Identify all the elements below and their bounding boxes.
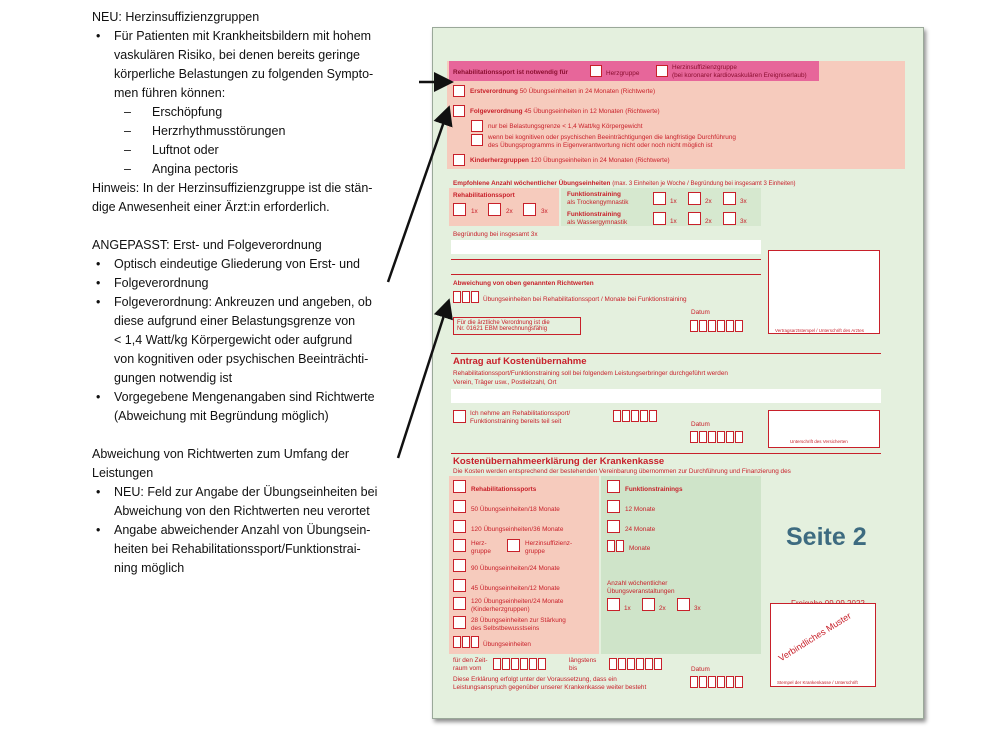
datum-label-1: Datum [691,309,710,316]
arrow-abweichung [398,303,448,458]
reha-1x-label: 1x [471,208,478,215]
hint-line: dige Anwesenheit einer Ärzt:in erforderlich. [92,200,330,214]
kosten-text: Die Kosten werden entsprechend der bestehenden Vereinbarung übernommen zur Durchführung und Finanzierung des [453,468,791,475]
trocken-2x-label: 2x [705,198,712,205]
text-line: als Trockengymnastik [567,198,629,206]
text-line: Kinderherzgruppen [470,157,529,164]
text-line: (bei koronarer kardiovaskulären Ereigniserlaub) [672,71,807,79]
text-line: (Abweichung mit Begründung möglich) [114,409,329,423]
hint-line: Hinweis: In der Herzinsuffizienzgruppe ist die stän- [92,181,373,195]
text-line: 120 Übungseinheiten in 24 Monaten (Richtwerte) [530,157,670,164]
bullet-gliederung: • Optisch eindeutige Gliederung von Erst- und [92,255,412,274]
wasser-3x-label: 3x [740,218,747,225]
text-line: Leistungsanspruch gegenüber unserer Krankenkasse weiter besteht [453,683,647,691]
text-line: Funktionstraining [567,211,621,218]
text-line: Herzinsuffizienzgruppe [672,64,737,71]
datum-label-2: Datum [691,421,710,428]
text-line: men führen können: [114,86,226,100]
heading-herzinsuffizienz: NEU: Herzinsuffizienzgruppen [92,10,260,24]
symptom-item: – Erschöpfung [92,103,412,122]
reha-2x-label: 2x [506,208,513,215]
datum-label-3: Datum [691,666,710,673]
f2-label: 24 Monate [625,526,656,533]
text-line: längstens [569,657,597,664]
top-bar-label: Rehabilitationssport ist notwendig für [453,69,569,76]
text-line: Empfohlene Anzahl wöchentlicher Übungseinheiten [453,180,611,187]
antrag-heading: Antrag auf Kostenübernahme [453,356,587,367]
anzahl-2x-label: 2x [659,605,666,612]
text-line: Nr. 01621 EBM berechnungsfähig [457,326,548,332]
text-line: • Vorgegebene Mengenangaben sind Richtwerte [114,390,375,404]
text-line: • Für Patienten mit Krankheitsbildern mit hohem [114,29,372,43]
text-line: für den Zeit- [453,657,488,664]
text-line: heiten bei Rehabilitationssport/Funktionstrai- [114,542,361,556]
anzahl-3x-label: 3x [694,605,701,612]
anzahl-1x-label: 1x [624,605,631,612]
text-line: Für die ärztliche Verordnung ist die [457,320,550,326]
text-line: (max. 3 Einheiten je Woche / Begründung bei insgesamt 3 Einheiten) [612,181,796,187]
symptom-item: – Herzrhythmusstörungen [92,122,412,141]
text-line: Diese Erklärung erfolgt unter der Voraussetzung, dass ein [453,676,617,683]
text-line: Erstverordnung [470,88,518,95]
versicherter-unterschrift-label: Unterschrift des Versicherten [790,439,848,444]
heading-abweichung-2: Leistungen [92,466,154,480]
r8-label: Übungseinheiten [483,641,531,648]
text-line: als Wassergymnastik [567,218,628,226]
bullet-folgeverordnung: • Folgeverordnung [92,274,412,293]
text-line: ning möglich [114,561,185,575]
text-line: Abweichung von den Richtwerten neu verortet [114,504,370,518]
verbindliches-muster-watermark: Verbindliches Muster [776,610,853,664]
text-line: 45 Übungseinheiten in 12 Monaten (Richtwerte) [524,108,660,115]
text-line: vaskulären Risiko, bei denen bereits geringe [114,48,360,62]
text-line: Anzahl wöchentlicher [607,580,668,587]
heading-verordnung: ANGEPASST: Erst- und Folgeverordnung [92,238,322,252]
reha-3x-label: 3x [541,208,548,215]
symptom-item: – Angina pectoris [92,160,412,179]
r4-label: 90 Übungseinheiten/24 Monate [471,565,560,572]
text-line: Folgeverordnung [470,108,523,115]
text-line: < 1,4 Watt/kg Körpergewicht oder aufgrund [114,333,353,347]
arrow-verordnung [388,110,448,282]
text-line: gruppe [525,547,545,555]
r1-label: 50 Übungseinheiten/18 Monate [471,506,560,513]
text-line: wenn bei kognitiven oder psychischen Beeinträchtigungen die langfristige Durchführung [488,134,736,141]
arzt-stempel-label: Vertragsarztstempel / Unterschrift des Arztes [775,328,865,333]
trocken-3x-label: 3x [740,198,747,205]
antrag-text: Rehabilitationssport/Funktionstraining soll bei folgendem Leistungserbringer durchgeführt werden [453,370,728,377]
reha-label: Rehabilitationssport [453,192,515,199]
r5-label: 45 Übungseinheiten/12 Monate [471,585,560,592]
text-line: von kognitiven oder psychischen Beeinträchti- [114,352,369,366]
krankenkasse-stempel-label: Stempel der Krankenkasse / Unterschrift [777,680,858,685]
text-line: gungen notwendig ist [114,371,233,385]
text-line: diese aufgrund einer Belastungsgrenze von [114,314,356,328]
text-line: • NEU: Feld zur Angabe der Übungseinheiten bei [114,485,378,499]
text-line: des Selbstbewusstseins [471,624,540,632]
text-line: • Angabe abweichender Anzahl von Übungsein- [114,523,371,537]
symptom-item: – Luftnot oder [92,141,412,160]
trocken-1x-label: 1x [670,198,677,205]
text-line: • Folgeverordnung: Ankreuzen und angeben, ob [114,295,372,309]
verein-label: Verein, Träger usw., Postleitzahl, Ort [453,379,557,386]
abweichung-heading: Abweichung von oben genannten Richtwerten [453,280,594,287]
kosten-heading: Kostenübernahmeerklärung der Krankenkasse [453,456,665,467]
text-line: 28 Übungseinheiten zur Stärkung [471,617,566,624]
funktrainings-label: Funktionstrainings [625,486,683,493]
r2-label: 120 Übungseinheiten/36 Monate [471,526,564,533]
text-line: Funktionstraining [567,191,621,198]
text-line: bis [569,664,578,672]
abweichung-label: Übungseinheiten bei Rehabilitationssport / Monate bei Funktionstraining [483,296,687,303]
f1-label: 12 Monate [625,506,656,513]
text-line: gruppe [471,547,491,555]
heading-abweichung-1: Abweichung von Richtwerten zum Umfang der [92,447,350,461]
text-line: körperliche Belastungen zu folgenden Sympto- [114,67,374,81]
begruendung-label: Begründung bei insgesamt 3x [453,231,538,238]
text-line: Funktionstraining bereits teil seit [470,417,562,425]
text-line: (Kinderherzgruppen) [471,605,530,613]
text-line: raum vom [453,664,482,672]
herzgruppe-label: Herzgruppe [606,70,640,77]
text-line: 50 Übungseinheiten in 24 Monaten (Richtwerte) [519,88,656,95]
f3-label: Monate [629,545,651,552]
text-line: des Übungsprogramms in Eigenverantwortung nicht oder noch nicht möglich ist [488,141,713,149]
rehasports-label: Rehabilitationssports [471,486,537,493]
page-label: Seite 2 [786,523,867,551]
text-line: Ich nehme am Rehabilitationssport/ [470,410,571,417]
wasser-2x-label: 2x [705,218,712,225]
wasser-1x-label: 1x [670,218,677,225]
text-line: 120 Übungseinheiten/24 Monate [471,598,564,605]
text-line: Übungsveranstaltungen [607,587,675,595]
belastungsgrenze-label: nur bei Belastungsgrenze < 1,4 Watt/kg Körpergewicht [488,123,643,130]
text-line: Herzinsuffizienz- [525,540,573,547]
text-line: Herz- [471,540,487,547]
